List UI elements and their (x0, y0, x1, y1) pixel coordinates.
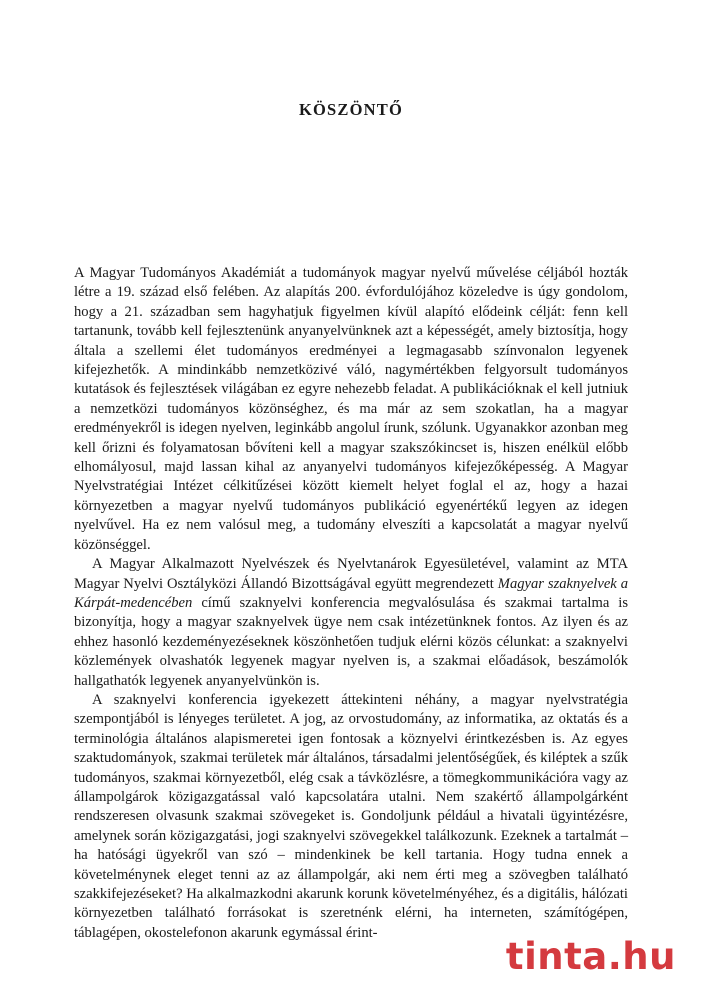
paragraph-3: A szaknyelvi konferencia igyekezett áttekinteni néhány, a magyar nyelvstratégia szempontjából is lényeges területet. A jog, az orvostudomány, az informatika, az oktatás és a terminológia általános alapismeretei igen fontosak a köznyelvi érintkezésben is. Az egyes szaktudományok, szakmai területek már általános, társadalmi jelentőségűek, és kiléptek a szűk tudományos, szakmai környezetből, elég csak a távközlésre, a tömegkommunikációra vagy az állampolgárok közigazgatással való kapcsolatára utalni. Nem szakértő állampolgárként rendszeresen olvasunk szakmai szövegeket is. Gondoljunk például a hivatali ügyintézésre, amelynek során közigazgatási, jogi szaknyelvi szövegekkel találkozunk. Ezeknek a tartalmát – ha hatósági ügyekről van szó – mindenkinek be kell tartania. Hogy tudna ennek a követelménynek eleget tenni az az állampolgár, aki nem érti meg a szövegben található szakkifejezéseket? Ha alkalmazkodni akarunk korunk követelményéhez, és a digitális, hálózati környezetben található forrásokat is szeretnénk elérni, ha interneten, számítógépen, táblagépen, okostelefonon akarunk egymással érint- (74, 691, 628, 941)
body-text (74, 264, 628, 943)
paragraph-1: A Magyar Tudományos Akadémiát a tudományok magyar nyelvű művelése céljából hozták létre a 19. század első felében. Az alapítás 200. évfordulójához közeledve is úgy gondolom, hogy a 21. században sem hagyhatjuk figyelmen kívül alapító elődeink célját: fenn kell tartanunk, tovább kell fejlesztenünk anyanyelvünknek azt a képességét, amely biztosítja, hogy általa a szellemi élet tudományos eredményei a legmagasabb színvonalon legyenek kifejezhetők. A mindinkább nemzetközivé váló, nagymértékben felgyorsult tudományos kutatások és fejlesztések világában ez egyre nehezebb feladat. A publikációknak el kell jutniuk a nemzetközi tudományos közönséghez, és ma már az sem szokatlan, ha a magyar eredményekről is idegen nyelven, leginkább angolul írunk, szólunk. Ugyanakkor azonban meg kell őrizni és folyamatosan bővíteni kell a magyar szakszókincset is, hiszen enélkül előbb elhomályosul, majd lassan kihal az anyanyelvi tudományos kifejezőképesség. A Magyar Nyelvstratégiai Intézet célkitűzései között kiemelt helyet foglal el az, hogy a hazai környezetben a magyar nyelvű tudományos publikáció egyenértékű legyen az idegen nyelvűvel. Ha ez nem valósul meg, a tudomány elveszíti a kapcsolatát a magyar nyelvű közönséggel. (74, 265, 628, 553)
page-title: KÖSZÖNTŐ (298, 100, 404, 119)
paragraph-2 (74, 555, 628, 691)
paragraph-2-intro: A Magyar Alkalmazott Nyelvészek és Nyelvtanárok Egyesületével, valamint az MTA Magyar Nyelvi Osztályközi Állandó Bizottságával együtt megrendezett (74, 556, 628, 592)
paragraph-2-rest: című szaknyelvi konferencia megvalósulása és szakmai tartalma is bizonyítja, hogy a magyar szaknyelvek ügye nem csak intézetünknek fontos. Az ilyen és az ehhez hasonló kezdeményezéseknek köszönhetően tudjuk elérni közös célunkat: a szaknyelvi közlemények olvashatók legyenek magyar nyelven is, a szakmai előadások, beszámolók hallgathatók legyenek anyanyelvünkön is. (74, 594, 628, 689)
watermark-logo: tinta.hu (505, 935, 676, 978)
conference-title: Magyar szaknyelvek a Kárpát-medencében (74, 575, 628, 611)
